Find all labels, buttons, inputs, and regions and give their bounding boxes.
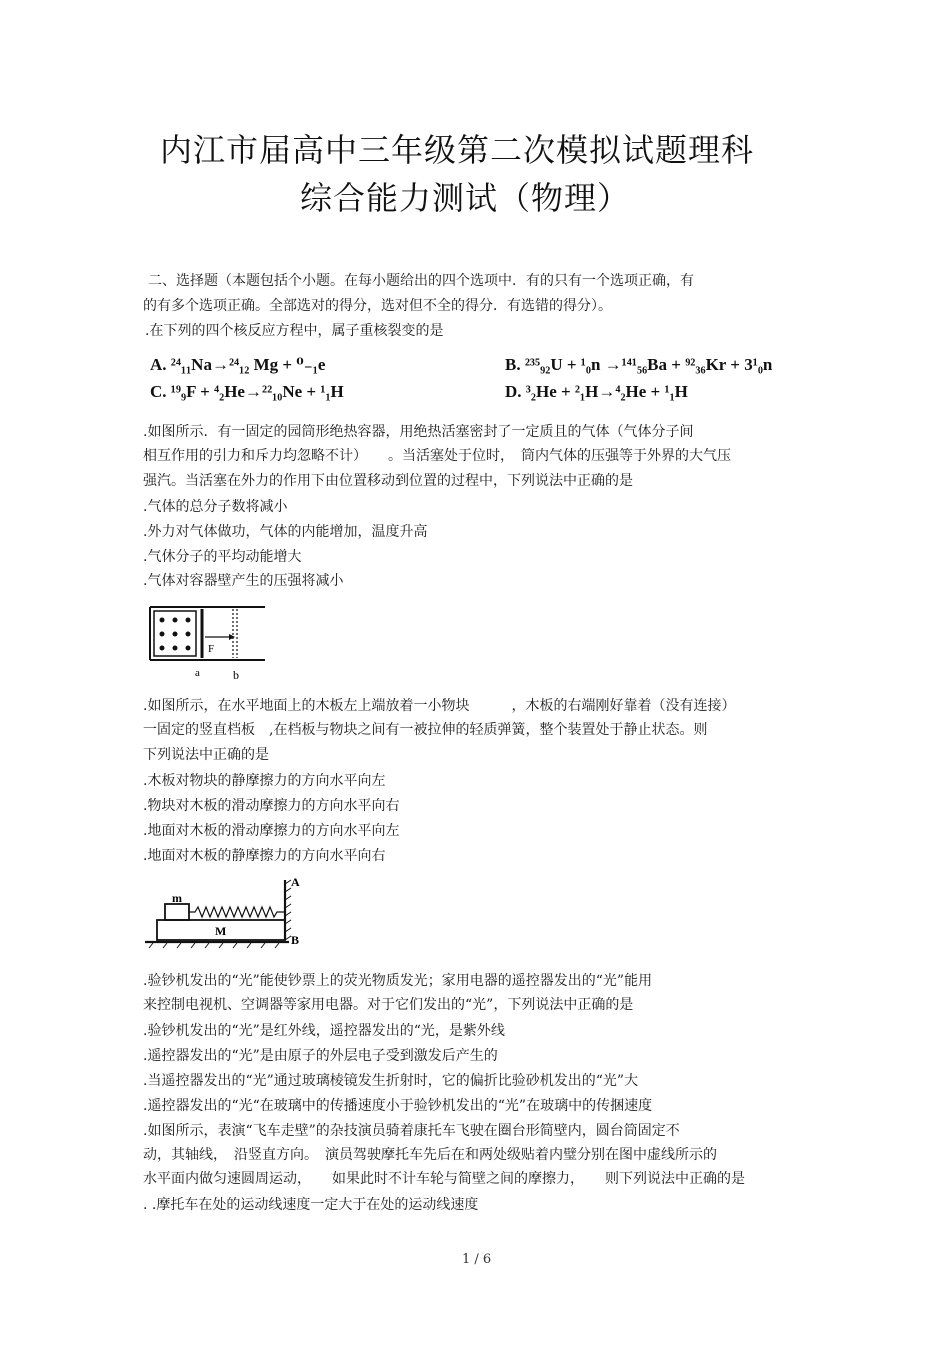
- q4-option: .当遥控器发出的“光”通过玻璃棱镜发生折射时，它的偏折比验砂机发出的“光”大: [143, 1073, 639, 1089]
- q2-stem-line3: 强汽。当活塞在外力的作用下由位置移动到位置的过程中，下列说法中正确的是: [143, 473, 633, 489]
- force-label: F: [208, 643, 215, 655]
- piston-cylinder-figure: [145, 600, 275, 680]
- q5-option: . .摩托车在处的运动线速度一定大于在处的运动线速度: [143, 1197, 479, 1213]
- q3-option: .地面对木板的静摩擦力的方向水平向右: [143, 848, 386, 864]
- q5-stem-line1: .如图所示，表演“飞车走壁”的杂技演员骑着康托车飞驶在圈台形简壁内，圆台筒固定不: [143, 1123, 680, 1139]
- position-b-label: b: [233, 668, 239, 680]
- q4-option: .遥控器发出的“光“在玻璃中的传播速度小于验钞机发出的“光”在玻璃中的传捆速度: [143, 1098, 653, 1114]
- wall-B-label: B: [291, 933, 300, 947]
- q1-option-b: B. ²³⁵₉₂U + ¹₀n →¹⁴¹₅₆Ba + ⁹²₃₆Kr + 3¹₀n: [505, 355, 773, 374]
- page-title-line1: 内江市届高中三年级第二次模拟试题理科: [160, 131, 755, 169]
- section-intro-line1: 二、选择题（本题包括个小题。在每小题给出的四个选项中．有的只有一个选项正确，有: [148, 273, 694, 289]
- q3-option: .木板对物块的静摩擦力的方向水平向左: [143, 773, 386, 789]
- page-number: 1 / 6: [462, 1252, 492, 1267]
- q4-stem-line1: .验钞机发出的“光”能使钞票上的荧光物质发光；家用电器的遥控器发出的“光”能用: [143, 973, 653, 989]
- q3-stem-line3: 下列说法中正确的是: [143, 747, 269, 763]
- q2-stem-line2: 相互作用的引力和斥力均忽略不计） 。当活塞处于位时， 筒内气体的压强等于外界的大气压: [143, 448, 731, 464]
- q1-option-d: D. ³₂He + ²₁H→⁴₂He + ¹₁H: [505, 382, 688, 401]
- wall-A-label: A: [291, 875, 300, 889]
- section-intro-line2: 的有多个选项正确。全部选对的得分，选对但不全的得分．有选错的得分）。: [143, 298, 612, 314]
- q2-option: .气体的总分子数将减小: [143, 499, 288, 515]
- board-M-label: M: [215, 924, 227, 938]
- q1-stem: .在下列的四个核反应方程中，属子重核裂变的是: [145, 323, 444, 339]
- q5-stem-line2: 动，其轴线， 沿竖直方向。 演员驾驶摩托车先后在和两处级贴着内璧分别在图中虚线所示的: [143, 1147, 717, 1163]
- q2-option: .气体对容器壁产生的压强将减小: [143, 573, 344, 589]
- q4-option: .遥控器发出的“光”是由原子的外层电子受到激发后产生的: [143, 1048, 498, 1064]
- block-m-label: m: [172, 891, 182, 905]
- q2-option: .气休分子的平均动能增大: [143, 549, 302, 565]
- q4-stem-line2: 来控制电视机、空调器等家用电器。对于它们发出的“光”，下列说法中正确的是: [143, 997, 634, 1013]
- page-title-line2: 综合能力测试（物理）: [300, 179, 631, 217]
- q3-stem-line2: 一固定的竖直档板 ,在档板与物块之间有一被拉伸的轻质弹簧，整个装置处于静止状态。则: [143, 722, 708, 738]
- q1-option-a: A. ²⁴₁₁Na→²⁴₁₂ Mg + ⁰₋₁e: [150, 355, 326, 374]
- q4-option: .验钞机发出的“光”是红外线，遥控器发出的“光，是紫外线: [143, 1023, 505, 1039]
- q3-stem-line1: .如图所示，在水平地面上的木板左上端放着一小物块 ，木板的右端刚好靠着（没有连接）: [143, 698, 736, 714]
- q2-stem-line1: .如图所示．有一固定的园筒形绝热容器，用绝热活塞密封了一定质且的气体（气体分子间: [143, 424, 694, 440]
- q1-option-c: C. ¹⁹₉F + ⁴₂He→²²₁₀Ne + ¹₁H: [150, 382, 344, 401]
- q3-option: .地面对木板的滑动摩擦力的方向水平向左: [143, 823, 400, 839]
- q5-stem-line3: 水平面内做匀速圆周运动， 如果此时不计车轮与简壁之间的摩擦力， 则下列说法中正确的是: [143, 1171, 745, 1187]
- position-a-label: a: [195, 667, 200, 679]
- board-spring-figure: [143, 872, 308, 952]
- q2-option: .外力对气体做功，气体的内能增加，温度升高: [143, 524, 428, 540]
- q3-option: .物块对木板的滑动摩擦力的方向水平向右: [143, 798, 400, 814]
